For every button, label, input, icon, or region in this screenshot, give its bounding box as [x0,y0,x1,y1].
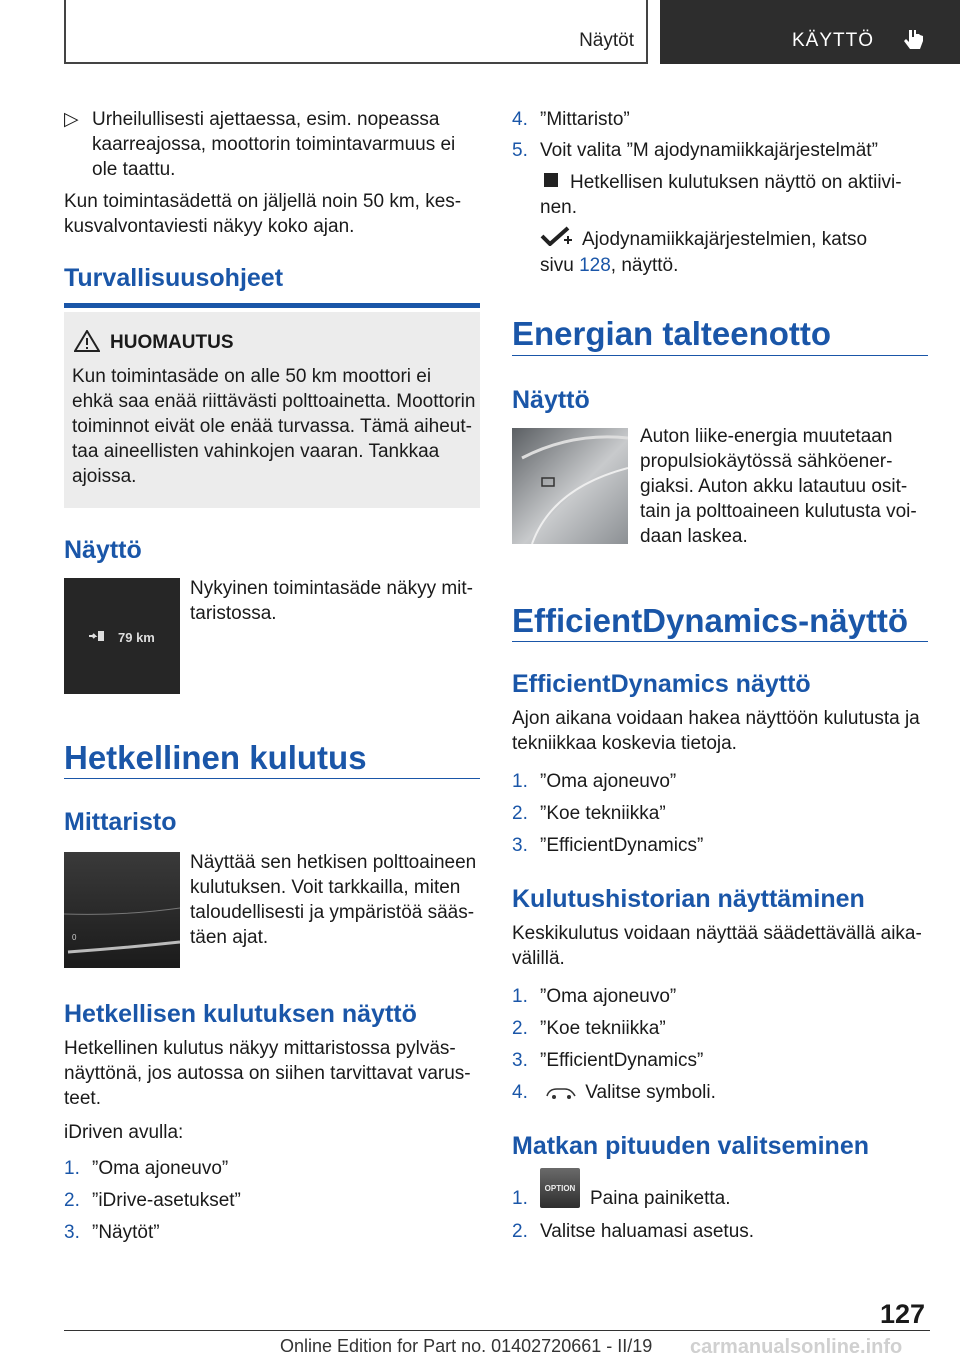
display-text: Nykyinen toimintasäde näkyy mit-taristossa. [190,578,473,624]
list-text: ”Oma ajoneuvo” [540,771,677,792]
page-number: 127 [880,1299,926,1329]
list-item [512,769,676,794]
energy-text: Auton liike-energia muutetaan propulsiokäytössä sähköener-giaksi. Auton akku latautuu osit-tain ja polttoaineen kulutusta voi-daan laskea. [640,426,917,547]
list-number: 4. [512,109,528,130]
list-item [64,1188,241,1213]
svg-text:0: 0 [72,933,77,942]
list-item [512,138,932,163]
heading-safety: Turvallisuusohjeet [64,264,284,292]
list-text: ”Näytöt” [92,1222,160,1243]
list-text: Valitse symboli. [585,1082,716,1103]
edition-text: Online Edition for Part no. 01402720661 - II/19 [280,1336,653,1356]
heading-energy-recovery: Energian talteenotto [512,315,832,352]
footer-rule [64,1330,930,1331]
ref-text: Ajodynamiikkajärjestelmien, katso [582,229,868,250]
list-item [512,1219,754,1244]
hand-pointer-icon [902,28,926,54]
list-number: 3. [512,1050,528,1071]
warning-note-box [64,312,480,508]
list-item [512,1186,540,1211]
note-title: HUOMAUTUS [110,332,234,353]
ed-rule [512,641,928,642]
list-text: ”Oma ajoneuvo” [540,986,677,1007]
header-chapter: KÄYTTÖ [792,30,875,51]
energy-gauge-graphic [512,428,628,544]
header-chapter-box [660,0,960,64]
list-text: ”Oma ajoneuvo” [92,1158,229,1179]
option-label: OPTION [544,1184,576,1193]
list-text: ”Koe tekniikka” [540,1018,666,1039]
list-text: ”Mittaristo” [540,109,630,130]
paragraph-range-warning: Kun toimintasädettä on jäljellä noin 50 km, kes-kusvalvontaviesti näkyy koko ajan. [64,191,462,237]
list-item [512,1080,716,1105]
heading-efficientdynamics: EfficientDynamics-näyttö [512,602,909,639]
heading-instant-consumption: Hetkellinen kulutus [64,739,367,776]
instant-rule [64,778,480,779]
list-number: 2. [512,1018,528,1039]
list-item [512,107,630,132]
ed-text: Ajon aikana voidaan hakea näyttöön kulutusta ja tekniikkaa koskevia tietoja. [512,708,920,754]
list-text: ”iDrive-asetukset” [92,1190,241,1211]
heading-trip: Matkan pituuden valitseminen [512,1132,870,1160]
list-number: 3. [512,835,528,856]
fuel-pump-icon [88,629,106,643]
list-item [512,833,703,858]
header-section: Näytöt [579,30,634,51]
list-number: 1. [512,986,528,1007]
list-item [64,1156,228,1181]
energy-gauge-image [512,428,628,544]
ref-line [540,253,678,278]
car-symbol-icon [545,1084,577,1102]
instant-display-text: Hetkellinen kulutus näkyy mittaristossa pylväs-näyttönä, jos autossa on siihen tarvittavat varus-teet. [64,1038,471,1109]
heading-energy-display: Näyttö [512,386,590,414]
watermark: carmanualsonline.info [690,1336,903,1358]
note-text: Kun toimintasäde on alle 50 km moottori ei ehkä saa enää riittävästi polttoainetta. Moottorin toiminnot eivät ole enää turvassa. Tämä aiheut-taa aineellisten vahinkojen vaaran. Tankkaa ajoissa. [72,366,476,487]
list-item [512,801,666,826]
instrument-cluster-image [64,852,180,968]
page-ref-link[interactable]: 128 [579,255,611,276]
heading-display: Näyttö [64,536,142,564]
heading-instant-display: Hetkellisen kulutuksen näyttö [64,1000,417,1028]
heading-ed-display: EfficientDynamics näyttö [512,670,811,698]
list-text: ”EfficientDynamics” [540,835,704,856]
warning-triangle-icon [74,330,100,352]
list-text: Valitse haluamasi asetus. [540,1221,755,1242]
check-text: Hetkellisen kulutuksen näyttö on aktiivi-nen. [540,172,902,218]
list-number: 2. [512,1221,528,1242]
heading-history: Kulutushistorian näyttäminen [512,885,865,913]
header-section-box [64,0,648,64]
range-value: 79 km [118,630,155,645]
range-display-image [64,578,180,694]
list-number: 1. [512,771,528,792]
cluster-text: Näyttää sen hetkisen polttoaineen kulutuksen. Voit tarkkailla, miten taloudellisesti ja ympäristöä sääs-täen ajat. [190,852,477,948]
option-button-icon [540,1168,580,1208]
list-item [512,984,676,1009]
safety-rule [64,303,480,308]
list-text: Voit valita ”M ajodynamiikkajärjestelmät” [540,140,878,161]
history-text: Keskikulutus voidaan näyttää säädettävällä aika-välillä. [512,923,922,969]
list-number: 4. [512,1082,528,1103]
list-number: 2. [64,1190,80,1211]
idrive-text: iDriven avulla: [64,1122,184,1143]
list-number: 3. [64,1222,80,1243]
list-text: ”EfficientDynamics” [540,1050,704,1071]
list-text: ”Koe tekniikka” [540,803,666,824]
checkmark-arrow-icon [540,226,574,246]
bullet-marker: ▷ [64,109,79,130]
list-number: 1. [64,1158,80,1179]
heading-cluster: Mittaristo [64,808,177,836]
list-item [512,1048,703,1073]
list-text: Paina painiketta. [590,1188,731,1209]
list-number: 5. [512,140,528,161]
energy-rule [512,355,928,356]
bullet-text: Urheilullisesti ajettaessa, esim. nopeassa kaarreajossa, moottorin toimintavarmuus ei ole taattu. [92,109,456,180]
list-item [64,1220,160,1245]
ref-suffix: , näyttö. [610,255,679,276]
list-number: 1. [512,1188,528,1209]
list-item [512,1016,666,1041]
ref-prefix: sivu [540,255,574,276]
list-number: 2. [512,803,528,824]
cluster-gauge-graphic [64,852,180,968]
